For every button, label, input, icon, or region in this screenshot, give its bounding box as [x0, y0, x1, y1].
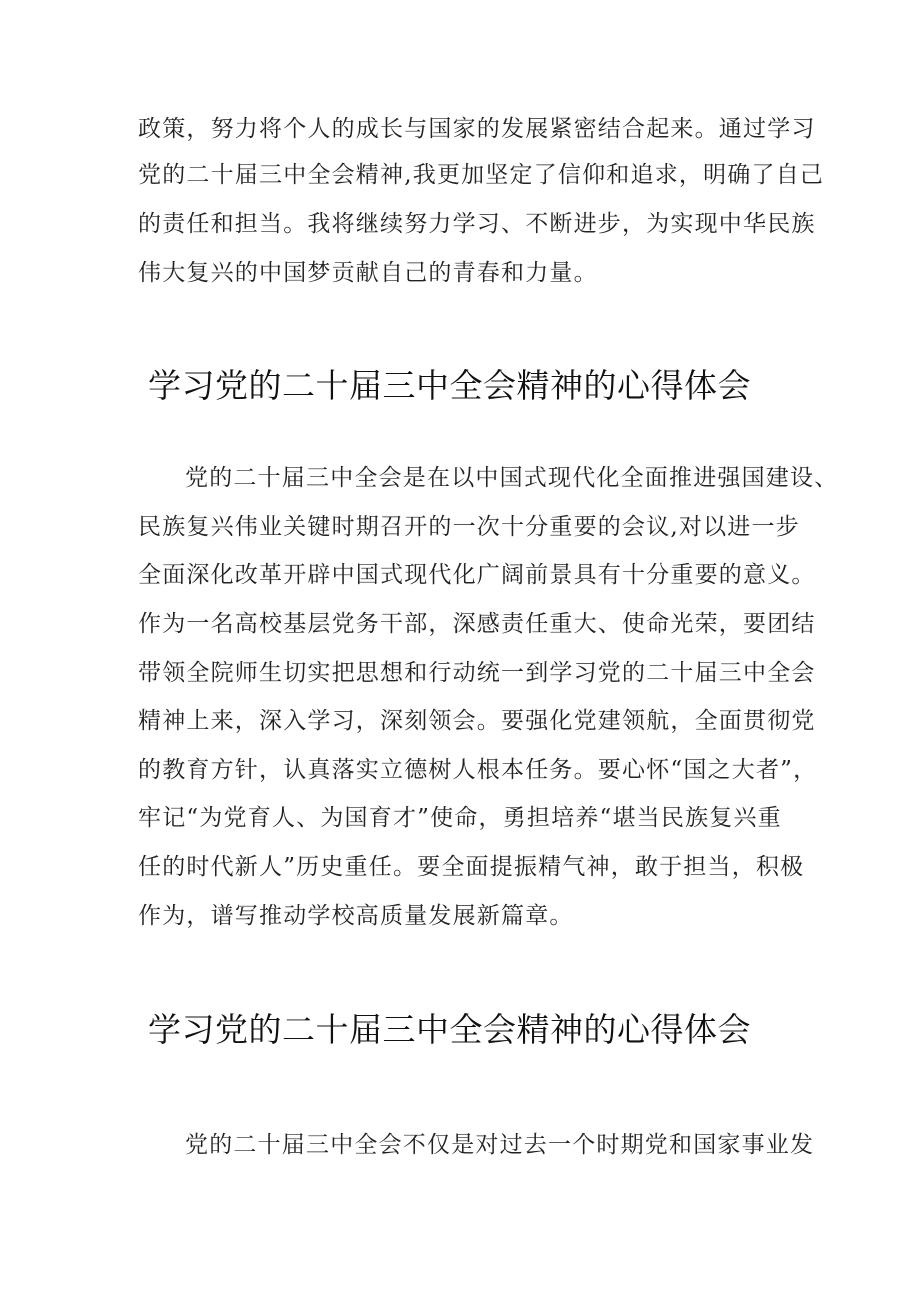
paragraph-line: 带领全院师生切实把思想和行动统一到学习党的二十届三中全会 [138, 660, 816, 686]
paragraph-line: 政策，努力将个人的成长与国家的发展紧密结合起来。通过学习 [138, 116, 816, 142]
section-heading: 学习党的二十届三中全会精神的心得体会 [148, 1010, 751, 1049]
paragraph-line: 任的时代新人”历史重任。要全面提振精气神，敢于担当，积极 [138, 854, 805, 880]
paragraph-line: 伟大复兴的中国梦贡献自己的青春和力量。 [138, 260, 598, 286]
paragraph-line: 牢记“为党育人、为国育才”使命，勇担培养“堪当民族复兴重 [138, 805, 782, 831]
paragraph-line: 全面深化改革开辟中国式现代化广阔前景具有十分重要的意义。 [138, 562, 816, 588]
paragraph-line: 作为一名高校基层党务干部，深感责任重大、使命光荣，要团结 [138, 611, 816, 637]
paragraph-line: 的教育方针，认真落实立德树人根本任务。要心怀“国之大者”， [138, 757, 818, 783]
paragraph-line: 精神上来，深入学习，深刻领会。要强化党建领航，全面贯彻党 [138, 708, 816, 734]
paragraph-line: 党的二十届三中全会是在以中国式现代化全面推进强国建设、 [185, 465, 839, 491]
paragraph-line: 作为，谱写推动学校高质量发展新篇章。 [138, 903, 574, 929]
paragraph-line: 党的二十届三中全会精神,我更加坚定了信仰和追求，明确了自己 [138, 162, 825, 188]
paragraph-line: 的责任和担当。我将继续努力学习、不断进步，为实现中华民族 [138, 211, 816, 237]
paragraph-line: 民族复兴伟业关键时期召开的一次十分重要的会议,对以进一步 [138, 514, 800, 540]
paragraph-line: 党的二十届三中全会不仅是对过去一个时期党和国家事业发 [185, 1132, 815, 1158]
section-heading: 学习党的二十届三中全会精神的心得体会 [148, 366, 751, 405]
